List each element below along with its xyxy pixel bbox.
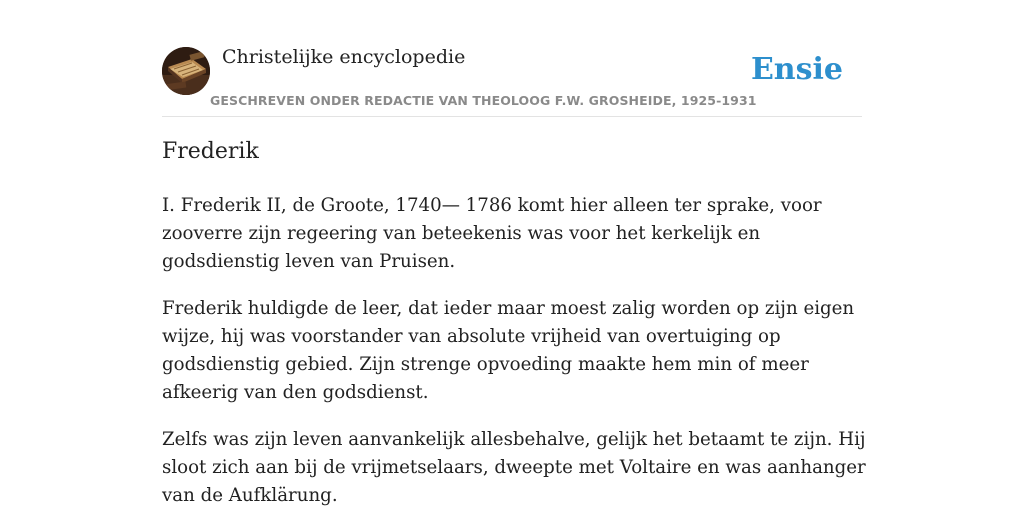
article-paragraph: I. Frederik II, de Groote, 1740— 1786 komt hier alleen ter sprake, voor zooverre zijn regeering van beteekenis was voor het kerkelijk en godsdienstig leven van Pruisen. (162, 195, 822, 272)
site-subtitle: GESCHREVEN ONDER REDACTIE VAN THEOLOOG F.W. GROSHEIDE, 1925-1931 (210, 93, 757, 108)
book-photo-icon (162, 47, 210, 95)
article-title: Frederik (162, 139, 259, 164)
article-body (162, 192, 874, 510)
ensie-logo-link[interactable]: Ensie (750, 52, 843, 87)
site-name[interactable]: Christelijke encyclopedie (222, 46, 466, 68)
article-paragraph: Frederik huldigde de leer, dat ieder maar moest zalig worden op zijn eigen wijze, hij was voorstander van absolute vrijheid van overtuiging op godsdienstig gebied. Zijn strenge opvoeding maakte hem min of meer afkeerig van den godsdienst. (162, 298, 855, 403)
article-paragraph: Zelfs was zijn leven aanvankelijk allesbehalve, gelijk het betaamt te zijn. Hij sloot zich aan bij de vrijmetselaars, dweepte met Voltaire en was aanhanger van de Aufklärung. (162, 429, 866, 506)
site-header (162, 40, 862, 117)
encyclopedia-avatar[interactable] (162, 47, 210, 95)
